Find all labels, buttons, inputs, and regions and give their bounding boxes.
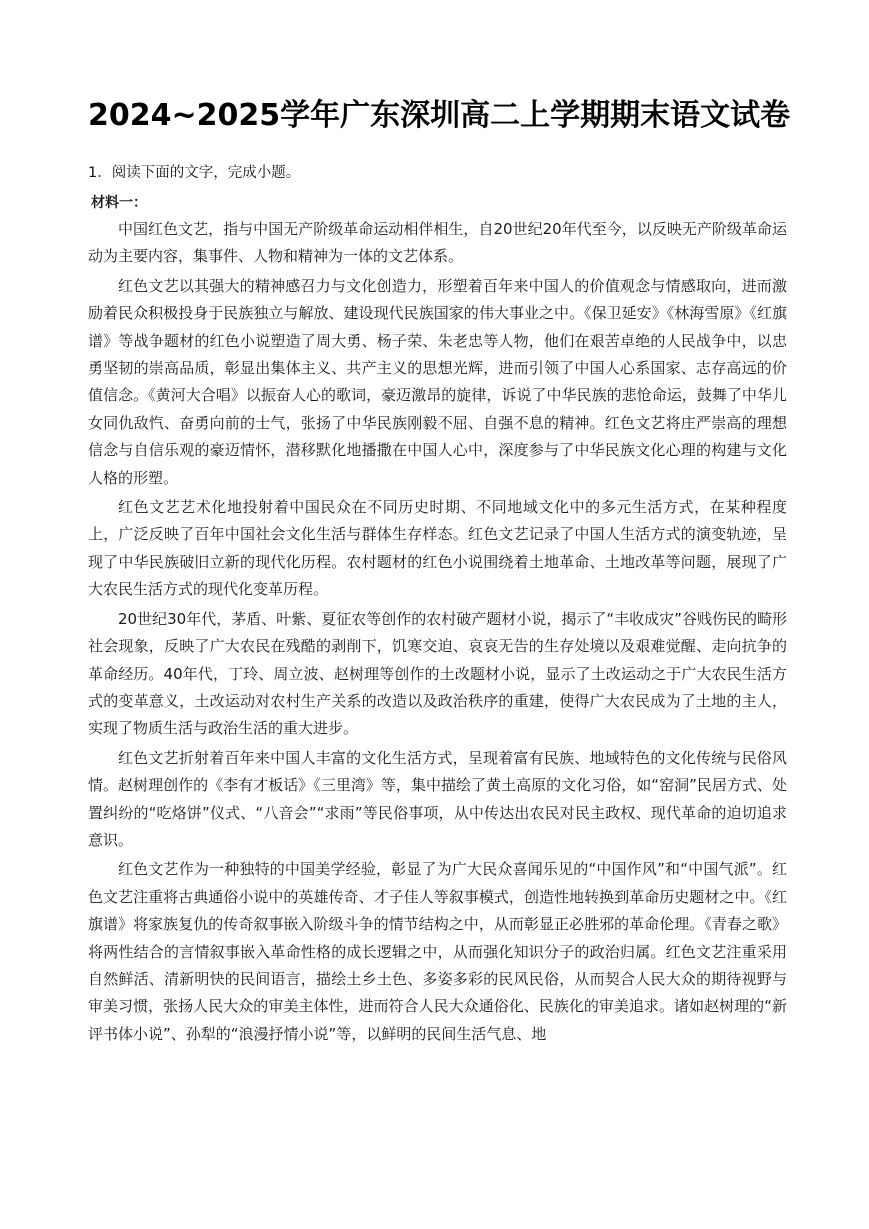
paragraph: 20世纪30年代，茅盾、叶紫、夏征农等创作的农村破产题材小说，揭示了“丰收成灾”谷贱伤民的畸形社会现象，反映了广大农民在残酷的剥削下，饥寒交迫、哀哀无告的生存处境以及艰难觉醒、走向抗争的革命经历。40年代，丁玲、周立波、赵树理等创作的土改题材小说，显示了土改运动之于广大农民生活方式的变革意义，土改运动对农村生产关系的改造以及政治秩序的重建，使得广大农民成为了土地的主人，实现了物质生活与政治生活的重大进步。	[88, 609, 787, 738]
paragraph: 红色文艺以其强大的精神感召力与文化创造力，形塑着百年来中国人的价值观念与情感取向，进而激励着民众积极投身于民族独立与解放、建设现代民族国家的伟大事业之中。《保卫延安》《林海雪原》《红旗谱》等战争题材的红色小说塑造了周大勇、杨子荣、朱老忠等人物，他们在艰苦卓绝的人民战争中，以忠勇坚韧的崇高品质，彰显出集体主义、共产主义的思想光辉，进而引领了中国人心系国家、志存高远的价值信念。《黄河大合唱》以振奋人心的歌词，豪迈激昂的旋律，诉说了中华民族的悲怆命运，鼓舞了中华儿女同仇敌忾、奋勇向前的士气，张扬了中华民族刚毅不屈、自强不息的精神。红色文艺将庄严崇高的理想信念与自信乐观的豪迈情怀，潜移默化地播撒在中国人心中，深度参与了中华民族文化心理的构建与文化人格的形塑。	[88, 276, 787, 487]
paragraph: 中国红色文艺，指与中国无产阶级革命运动相伴相生，自20世纪20年代至今，以反映无产阶级革命运动为主要内容，集事件、人物和精神为一体的文艺体系。	[88, 220, 787, 266]
paragraph: 红色文艺折射着百年来中国人丰富的文化生活方式，呈现着富有民族、地域特色的文化传统与民俗风情。赵树理创作的《李有才板话》《三里湾》等，集中描绘了黄土高原的文化习俗，如“窑洞”民居方式、处置纠纷的“吃烙饼”仪式、“八音会”“求雨”等民俗事项，从中传达出农民对民主政权、现代革命的迫切追求意识。	[88, 748, 787, 849]
question-prompt: 1．阅读下面的文字，完成小题。	[88, 165, 301, 181]
section-label: 材料一：	[91, 195, 147, 211]
paragraph: 红色文艺作为一种独特的中国美学经验，彰显了为广大民众喜闻乐见的“中国作风”和“中国气派”。红色文艺注重将古典通俗小说中的英雄传奇、才子佳人等叙事模式，创造性地转换到革命历史题材之中。《红旗谱》将家族复仇的传奇叙事嵌入阶级斗争的情节结构之中，从而彰显正必胜邪的革命伦理。《青春之歌》将两性结合的言情叙事嵌入革命性格的成长逻辑之中，从而强化知识分子的政治归属。红色文艺注重采用自然鲜活、清新明快的民间语言，描绘土乡土色、多姿多彩的民风民俗，从而契合人民大众的期待视野与审美习惯，张扬人民大众的审美主体性，进而符合人民大众通俗化、民族化的审美追求。诸如赵树理的“新评书体小说”、孙犁的“浪漫抒情小说”等，以鲜明的民间生活气息、地	[88, 860, 787, 1043]
document-title: 2024~2025学年广东深圳高二上学期期末语文试卷	[88, 98, 791, 133]
paragraph: 红色文艺艺术化地投射着中国民众在不同历史时期、不同地域文化中的多元生活方式，在某种程度上，广泛反映了百年中国社会文化生活与群体生存样态。红色文艺记录了中国人生活方式的演变轨迹，呈现了中华民族破旧立新的现代化历程。农村题材的红色小说围绕着土地革命、土地改革等问题，展现了广大农民生活方式的现代化变革历程。	[88, 498, 787, 599]
